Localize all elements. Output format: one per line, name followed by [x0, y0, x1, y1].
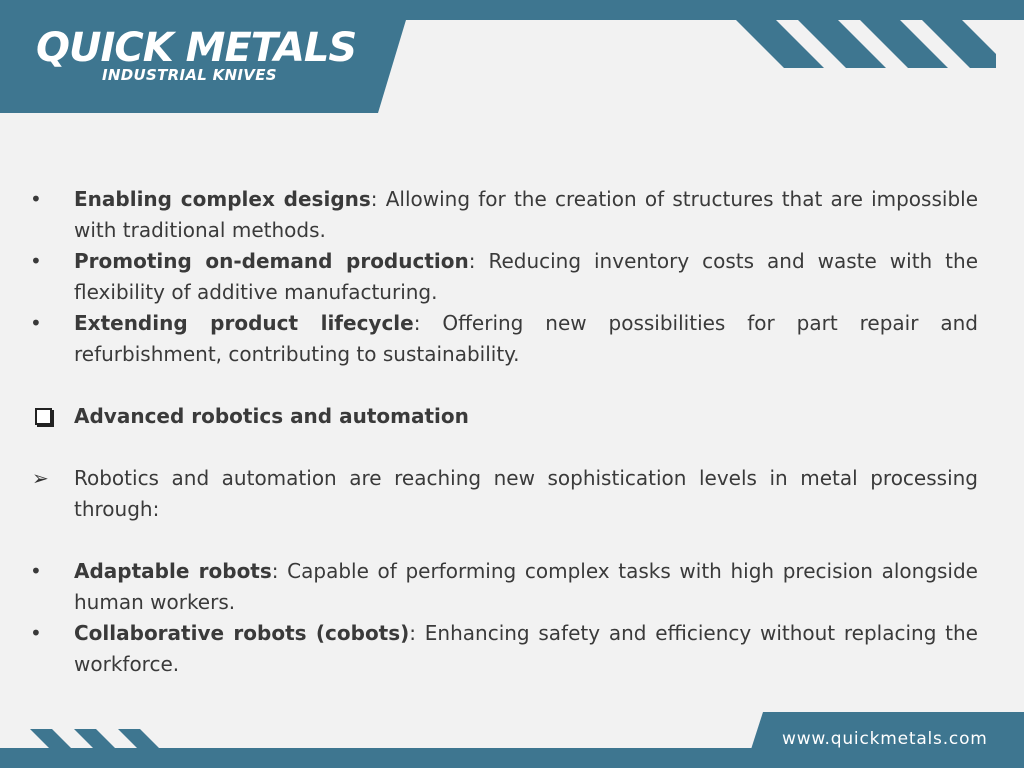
spacer	[30, 432, 978, 463]
intro-row	[30, 463, 978, 525]
bullet-marker: •	[30, 621, 42, 645]
website-url[interactable]: www.quickmetals.com	[782, 729, 988, 749]
item-term: Enabling complex designs	[74, 187, 371, 211]
item-term: Collaborative robots (cobots)	[74, 621, 410, 645]
item-text: : Enhancing safety and efficiency without replacing the workforce.	[74, 621, 978, 676]
item-term: Adaptable robots	[74, 559, 272, 583]
section-heading-row	[30, 401, 978, 432]
item-text: : Reducing inventory costs and waste with the flexibility of additive manufacturing.	[74, 249, 978, 304]
intro-text: Robotics and automation are reaching new sophistication levels in metal processing through:	[74, 466, 978, 521]
checkbox-bullet-icon	[35, 408, 52, 425]
bullet-marker: •	[30, 187, 42, 211]
arrow-bullet-icon: ➢	[32, 466, 49, 490]
bottom-stripes-decoration	[30, 729, 170, 748]
item-term: Extending product lifecycle	[74, 311, 414, 335]
bullet-marker: •	[30, 311, 42, 335]
spacer	[30, 370, 978, 401]
list-item	[30, 556, 978, 618]
bullet-marker: •	[30, 559, 42, 583]
item-text: : Offering new possibilities for part repair and refurbishment, contributing to sustainability.	[74, 311, 978, 366]
item-text: : Capable of performing complex tasks with high precision alongside human workers.	[74, 559, 978, 614]
top-stripes-decoration	[736, 20, 996, 68]
bullet-marker: •	[30, 249, 42, 273]
item-term: Promoting on-demand production	[74, 249, 469, 273]
logo-sub-text: INDUSTRIAL KNIVES	[102, 66, 277, 84]
slide-content	[30, 184, 978, 680]
logo-main-text: QUICK METALS	[36, 25, 357, 71]
section-heading: Advanced robotics and automation	[74, 404, 469, 428]
list-item	[30, 308, 978, 370]
list-item	[30, 184, 978, 246]
spacer	[30, 525, 978, 556]
item-text: : Allowing for the creation of structures that are impossible with traditional methods.	[74, 187, 978, 242]
list-item	[30, 246, 978, 308]
list-item	[30, 618, 978, 680]
